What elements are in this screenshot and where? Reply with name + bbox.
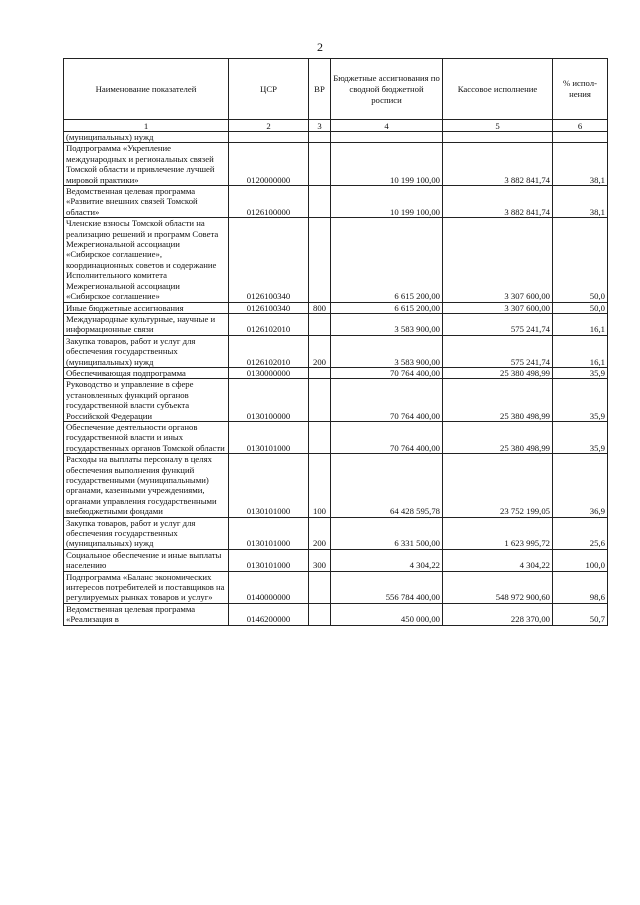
- budget-execution-table: [63, 58, 608, 626]
- row-pct: 16,1: [553, 335, 608, 367]
- table-row: [64, 379, 608, 422]
- row-vr: [309, 218, 331, 302]
- row-vr: [309, 367, 331, 378]
- row-pct: 35,9: [553, 421, 608, 453]
- row-vr: 100: [309, 454, 331, 517]
- row-cash: 3 307 600,00: [443, 302, 553, 313]
- row-name: Иные бюджетные ассигнования: [64, 302, 229, 313]
- row-vr: 800: [309, 302, 331, 313]
- row-name: Социальное обеспечение и иные выплаты населению: [64, 549, 229, 571]
- row-name: Подпрограмма «Баланс экономических интересов потребителей и поставщиков на регулируемых рынках товаров и услуг»: [64, 571, 229, 603]
- row-budget: 10 199 100,00: [331, 143, 443, 186]
- row-cash: 25 380 498,99: [443, 379, 553, 422]
- row-budget: 4 304,22: [331, 549, 443, 571]
- row-name: Обеспечение деятельности органов государственной власти и иных государственных органов Томской области: [64, 421, 229, 453]
- row-name: Закупка товаров, работ и услуг для обеспечения государственных (муниципальных) нужд: [64, 335, 229, 367]
- row-name: (муниципальных) нужд: [64, 132, 229, 143]
- row-csr: 0126100340: [229, 302, 309, 313]
- table-row: [64, 367, 608, 378]
- row-budget: 3 583 900,00: [331, 335, 443, 367]
- row-budget: 450 000,00: [331, 603, 443, 625]
- row-name: Подпрограмма «Укрепление международных и региональных связей Томской области и привлечение лучшей мировой практики»: [64, 143, 229, 186]
- row-csr: 0130100000: [229, 379, 309, 422]
- table-row: [64, 313, 608, 335]
- row-budget: 6 331 500,00: [331, 517, 443, 549]
- row-cash: 575 241,74: [443, 335, 553, 367]
- row-cash: 3 882 841,74: [443, 143, 553, 186]
- row-budget: 556 784 400,00: [331, 571, 443, 603]
- row-pct: 38,1: [553, 186, 608, 218]
- row-vr: [309, 571, 331, 603]
- row-csr: 0126100000: [229, 186, 309, 218]
- row-cash: 25 380 498,99: [443, 421, 553, 453]
- row-csr: 0130101000: [229, 549, 309, 571]
- row-pct: 35,9: [553, 379, 608, 422]
- row-csr: 0146200000: [229, 603, 309, 625]
- table-row: [64, 186, 608, 218]
- row-name: Расходы на выплаты персоналу в целях обеспечения выполнения функций государственными (муниципальными) органами, казенными учреждениями, органами управления государственными внебюджетными фондами: [64, 454, 229, 517]
- row-cash: 25 380 498,99: [443, 367, 553, 378]
- row-csr: 0140000000: [229, 571, 309, 603]
- row-cash: 548 972 900,60: [443, 571, 553, 603]
- table-row: [64, 549, 608, 571]
- table-row: [64, 603, 608, 625]
- table-row: [64, 132, 608, 143]
- row-cash: 228 370,00: [443, 603, 553, 625]
- row-name: Ведомственная целевая программа «Развитие внешних связей Томской области»: [64, 186, 229, 218]
- row-csr: 0126102010: [229, 313, 309, 335]
- column-number: 6: [553, 120, 608, 132]
- row-name: Ведомственная целевая программа «Реализация в: [64, 603, 229, 625]
- row-cash: 4 304,22: [443, 549, 553, 571]
- column-number: 3: [309, 120, 331, 132]
- row-csr: 0126100340: [229, 218, 309, 302]
- row-cash: [443, 132, 553, 143]
- row-vr: [309, 421, 331, 453]
- row-vr: 300: [309, 549, 331, 571]
- table-row: [64, 143, 608, 186]
- row-budget: 10 199 100,00: [331, 186, 443, 218]
- row-budget: 70 764 400,00: [331, 421, 443, 453]
- row-csr: 0130101000: [229, 517, 309, 549]
- row-cash: 1 623 995,72: [443, 517, 553, 549]
- row-csr: 0126102010: [229, 335, 309, 367]
- row-budget: 6 615 200,00: [331, 218, 443, 302]
- row-vr: 200: [309, 335, 331, 367]
- row-name: Международные культурные, научные и информационные связи: [64, 313, 229, 335]
- table-row: [64, 335, 608, 367]
- row-csr: 0130000000: [229, 367, 309, 378]
- column-number: 2: [229, 120, 309, 132]
- row-vr: [309, 379, 331, 422]
- row-vr: 200: [309, 517, 331, 549]
- column-number: 1: [64, 120, 229, 132]
- row-vr: [309, 603, 331, 625]
- row-pct: [553, 132, 608, 143]
- row-pct: 50,7: [553, 603, 608, 625]
- header-vr: ВР: [309, 59, 331, 120]
- table-header-row: [64, 59, 608, 120]
- row-vr: [309, 313, 331, 335]
- table-row: [64, 571, 608, 603]
- row-name: Закупка товаров, работ и услуг для обеспечения государственных (муниципальных) нужд: [64, 517, 229, 549]
- row-cash: 575 241,74: [443, 313, 553, 335]
- column-number-row: [64, 120, 608, 132]
- row-budget: 70 764 400,00: [331, 379, 443, 422]
- row-cash: 3 307 600,00: [443, 218, 553, 302]
- row-name: Обеспечивающая подпрограмма: [64, 367, 229, 378]
- header-csr: ЦСР: [229, 59, 309, 120]
- table-row: [64, 517, 608, 549]
- row-budget: 70 764 400,00: [331, 367, 443, 378]
- page-number: 2: [317, 40, 323, 54]
- column-number: 4: [331, 120, 443, 132]
- row-name: Руководство и управление в сфере установленных функций органов государственной власти субъекта Российской Федерации: [64, 379, 229, 422]
- row-vr: [309, 132, 331, 143]
- row-cash: 23 752 199,05: [443, 454, 553, 517]
- row-vr: [309, 186, 331, 218]
- row-pct: 16,1: [553, 313, 608, 335]
- header-name: Наименование показателей: [64, 59, 229, 120]
- row-budget: 64 428 595,78: [331, 454, 443, 517]
- row-csr: 0130101000: [229, 454, 309, 517]
- row-pct: 25,6: [553, 517, 608, 549]
- header-budget: Бюджетные ассигнования по сводной бюджетной росписи: [331, 59, 443, 120]
- row-csr: [229, 132, 309, 143]
- column-number: 5: [443, 120, 553, 132]
- header-pct: % испол-нения: [553, 59, 608, 120]
- row-cash: 3 882 841,74: [443, 186, 553, 218]
- row-csr: 0120000000: [229, 143, 309, 186]
- row-vr: [309, 143, 331, 186]
- table-row: [64, 218, 608, 302]
- table-row: [64, 302, 608, 313]
- row-pct: 38,1: [553, 143, 608, 186]
- header-cash: Кассовое исполнение: [443, 59, 553, 120]
- row-pct: 98,6: [553, 571, 608, 603]
- row-name: Членские взносы Томской области на реализацию решений и программ Совета Межрегиональной ассоциации «Сибирское соглашение», координационных советов и содержание Исполнительного комитета Межрегиональной ассоциации «Сибирское соглашение»: [64, 218, 229, 302]
- row-budget: [331, 132, 443, 143]
- row-budget: 3 583 900,00: [331, 313, 443, 335]
- row-csr: 0130101000: [229, 421, 309, 453]
- row-pct: 35,9: [553, 367, 608, 378]
- row-pct: 50,0: [553, 302, 608, 313]
- row-pct: 36,9: [553, 454, 608, 517]
- row-pct: 100,0: [553, 549, 608, 571]
- table-row: [64, 421, 608, 453]
- row-budget: 6 615 200,00: [331, 302, 443, 313]
- row-pct: 50,0: [553, 218, 608, 302]
- table-row: [64, 454, 608, 517]
